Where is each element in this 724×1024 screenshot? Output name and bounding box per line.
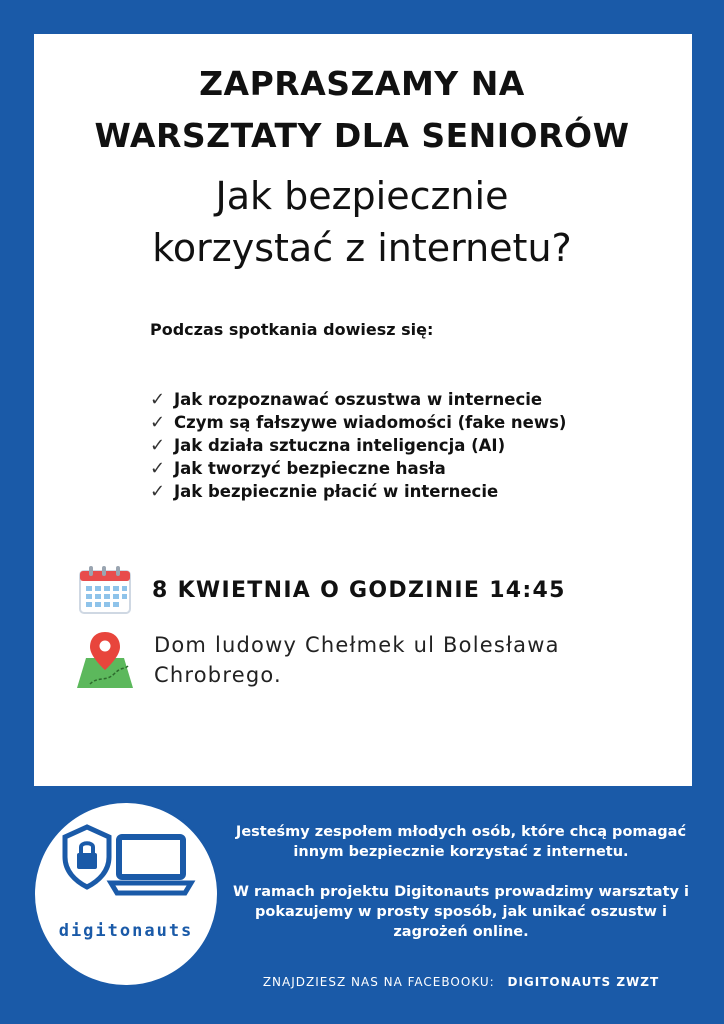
list-item	[150, 480, 566, 503]
checkmark-icon: ✓	[150, 458, 166, 479]
place-line-2: Chrobrego.	[154, 663, 282, 687]
topic-label: Jak działa sztuczna inteligencja (AI)	[174, 436, 506, 455]
place-line-1: Dom ludowy Chełmek ul Bolesława	[154, 633, 560, 657]
shield-lock-laptop-icon	[35, 809, 217, 919]
list-item	[150, 434, 566, 457]
subtitle-line-2: korzystać z internetu?	[152, 226, 572, 270]
list-item	[150, 388, 566, 411]
checkmark-icon: ✓	[150, 481, 166, 502]
topic-label: Jak tworzyć bezpieczne hasła	[174, 459, 446, 478]
event-place-row	[76, 630, 634, 690]
intro-text: Podczas spotkania dowiesz się:	[150, 320, 434, 339]
topic-label: Czym są fałszywe wiadomości (fake news)	[174, 413, 567, 432]
title-line-2: WARSZTATY DLA SENIORÓW	[94, 116, 630, 155]
page-title	[0, 58, 724, 162]
facebook-info	[230, 975, 692, 989]
topic-label: Jak bezpiecznie płacić w internecie	[174, 482, 499, 501]
checkmark-icon: ✓	[150, 435, 166, 456]
list-item	[150, 457, 566, 480]
list-item	[150, 411, 566, 434]
calendar-icon	[78, 565, 132, 615]
event-date-row	[78, 565, 566, 615]
topic-label: Jak rozpoznawać oszustwa w internecie	[174, 390, 543, 409]
facebook-label: ZNAJDZIESZ NAS NA FACEBOOKU:	[262, 975, 495, 989]
title-line-1: ZAPRASZAMY NA	[199, 64, 525, 103]
event-date: 8 KWIETNIA O GODZINIE 14:45	[152, 577, 566, 603]
facebook-page-name: DIGITONAUTS ZWZT	[507, 975, 660, 989]
subtitle-line-1: Jak bezpiecznie	[215, 174, 509, 218]
page-subtitle	[0, 170, 724, 274]
checkmark-icon: ✓	[150, 412, 166, 433]
footer-paragraph-1: Jesteśmy zespołem młodych osób, które chcą pomagać innym bezpiecznie korzystać z internetu.	[235, 824, 687, 860]
event-place	[154, 630, 634, 690]
logo	[32, 800, 220, 988]
logo-text: digitonauts	[58, 921, 194, 941]
topics-list	[150, 388, 566, 503]
checkmark-icon: ✓	[150, 389, 166, 410]
footer-description	[230, 822, 692, 942]
footer-paragraph-2: W ramach projektu Digitonauts prowadzimy warsztaty i pokazujemy w prosty sposób, jak unikać oszustw i zagrożeń online.	[233, 884, 689, 940]
map-pin-icon	[76, 630, 134, 690]
